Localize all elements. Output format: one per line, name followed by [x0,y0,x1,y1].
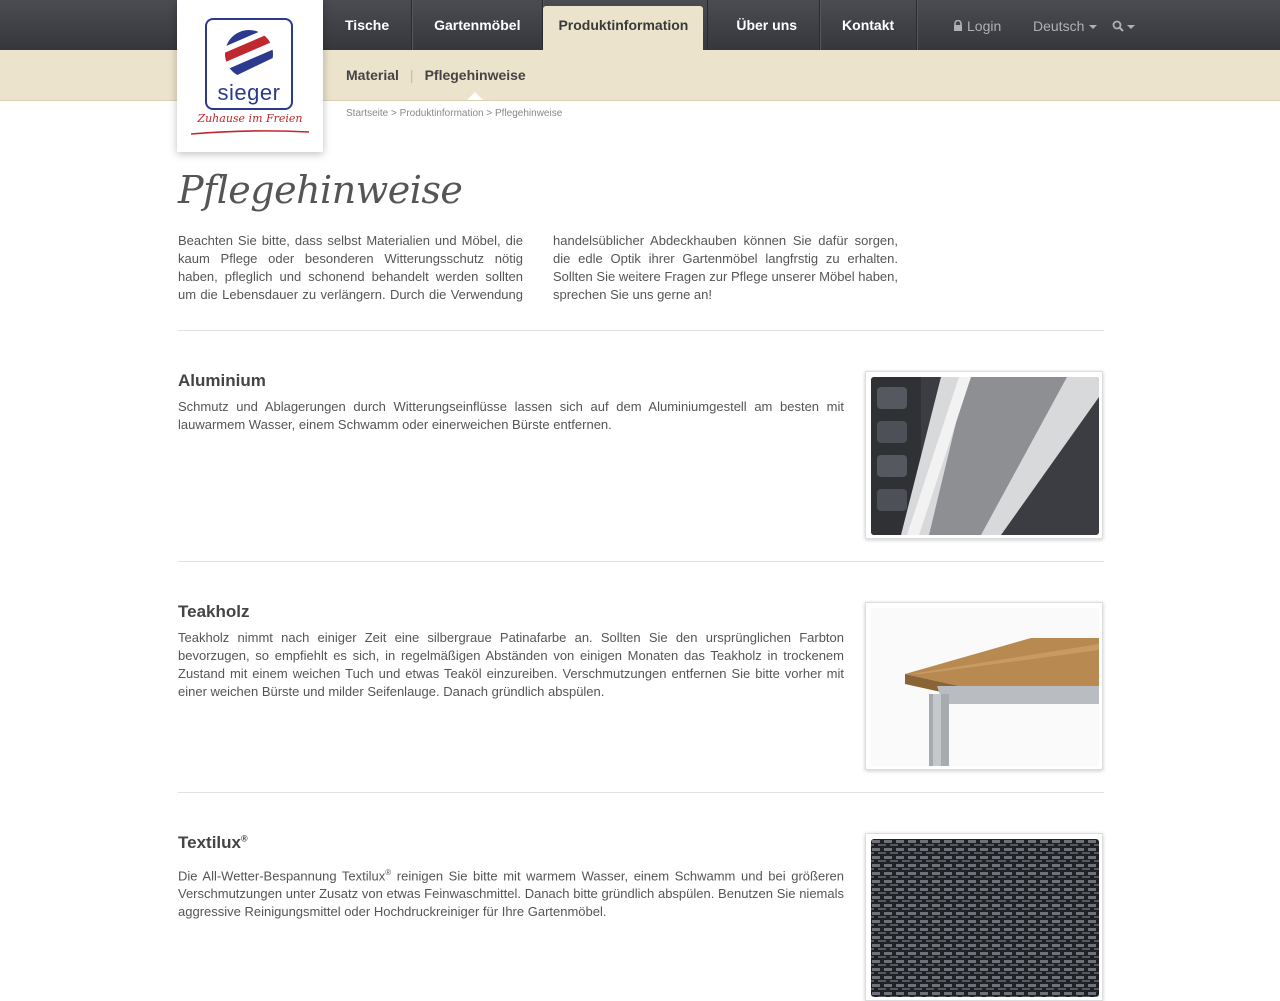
teakholz-image [865,602,1103,770]
active-subnav-pointer [467,92,483,100]
search-icon [1112,20,1124,32]
language-label: Deutsch [1033,18,1085,34]
aluminium-photo-icon [871,377,1099,535]
logo-stripes-icon [207,20,291,80]
subnav-item-material[interactable]: Material [346,67,399,83]
section-title-textilux-label: Textilux [178,833,241,852]
breadcrumb [346,108,562,119]
aluminium-image [865,371,1103,539]
registered-mark: ® [385,868,392,877]
logo-mark [205,18,293,110]
breadcrumb-item-startseite[interactable]: Startseite [346,108,389,119]
logo-slogan: Zuhause im Freien [197,112,303,125]
section-text-textilux-part2: reinigen Sie bitte mit warmem Wasser, einem Schwamm und bei größeren Verschmutzungen unter Zusatz von etwas Feinwaschmittel. Danach bitte gründlich abspülen. Benutzen Sie niemals aggressive Reinigungsmittel oder Hochdruckreiniger für Ihre Gartenmöbel. [178,868,844,920]
sub-navigation [346,50,526,100]
main-navigation [323,0,917,50]
textilux-image [865,833,1103,1001]
textilux-weave-photo-icon [871,839,1099,997]
page-title: Pflegehinweise [178,168,463,212]
nav-item-tische[interactable]: Tische [323,0,412,50]
search-toggle[interactable] [1112,0,1135,50]
subnav-item-pflegehinweise[interactable]: Pflegehinweise [424,67,526,83]
section-text-textilux [178,864,844,921]
lock-icon [953,20,963,32]
breadcrumb-separator: > [391,108,397,119]
login-link[interactable] [953,0,1001,50]
logo[interactable] [177,0,323,152]
login-label: Login [967,18,1002,34]
nav-item-produktinformation[interactable]: Produktinformation [543,6,703,50]
section-text-teakholz: Teakholz nimmt nach einiger Zeit eine silbergraue Patinafarbe an. Sollten Sie den ursprünglichen Farbton bevorzugen, so empfiehlt es sich, in regelmäßigen Abständen von einigen Monaten das Teakholz in trockenem Zustand mit einem weichen Tuch und etwas Teaköl einzureiben. Verschmutzungen entfernen Sie bitte vorher mit einer weichen Bürste und milder Seifenlauge. Danach gründlich abspülen. [178,630,844,699]
divider [178,792,1104,793]
teak-table-photo-icon [871,608,1099,766]
nav-item-kontakt[interactable]: Kontakt [820,0,917,50]
divider [178,330,1104,331]
section-title-teakholz: Teakholz [178,602,250,621]
nav-item-gartenmoebel[interactable]: Gartenmöbel [412,0,543,50]
chevron-down-icon [1127,25,1135,29]
breadcrumb-separator: > [486,108,493,119]
logo-swoosh-icon [189,128,311,136]
chevron-down-icon [1089,25,1097,29]
section-title-textilux [178,833,248,853]
intro-text: Beachten Sie bitte, dass selbst Materialien und Möbel, die kaum Pflege oder besonderen Witterungsschutz nötig haben, pfleglich und schonend behandelt werden sollten um die Lebensdauer zu verlängern. Durch die Verwendung handelsüblicher Abdeckhauben können Sie dafür sorgen, die edle Optik ihrer Gartenmöbel langfrstig zu erhalten. Sollten Sie weitere Fragen zur Pflege unserer Möbel haben, sprechen Sie uns gerne an! [178,233,898,302]
divider [178,561,1104,562]
section-text-textilux-part1: Die All-Wetter-Bespannung Textilux [178,868,386,884]
registered-mark: ® [240,833,248,844]
language-selector[interactable] [1033,0,1097,50]
breadcrumb-item-pflegehinweise: Pflegehinweise [495,108,563,119]
subnav-separator: | [409,67,414,83]
section-title-aluminium: Aluminium [178,371,266,390]
section-text-aluminium: Schmutz und Ablagerungen durch Witterungseinflüsse lassen sich auf dem Aluminiumgestell am besten mit lauwarmem Wasser, einem Schwamm oder einerweichen Bürste entfernen. [178,399,844,432]
breadcrumb-item-produktinformation[interactable]: Produktinformation [399,108,484,119]
nav-item-ueber-uns[interactable]: Über uns [707,0,820,50]
logo-wordmark: sieger [217,80,281,105]
